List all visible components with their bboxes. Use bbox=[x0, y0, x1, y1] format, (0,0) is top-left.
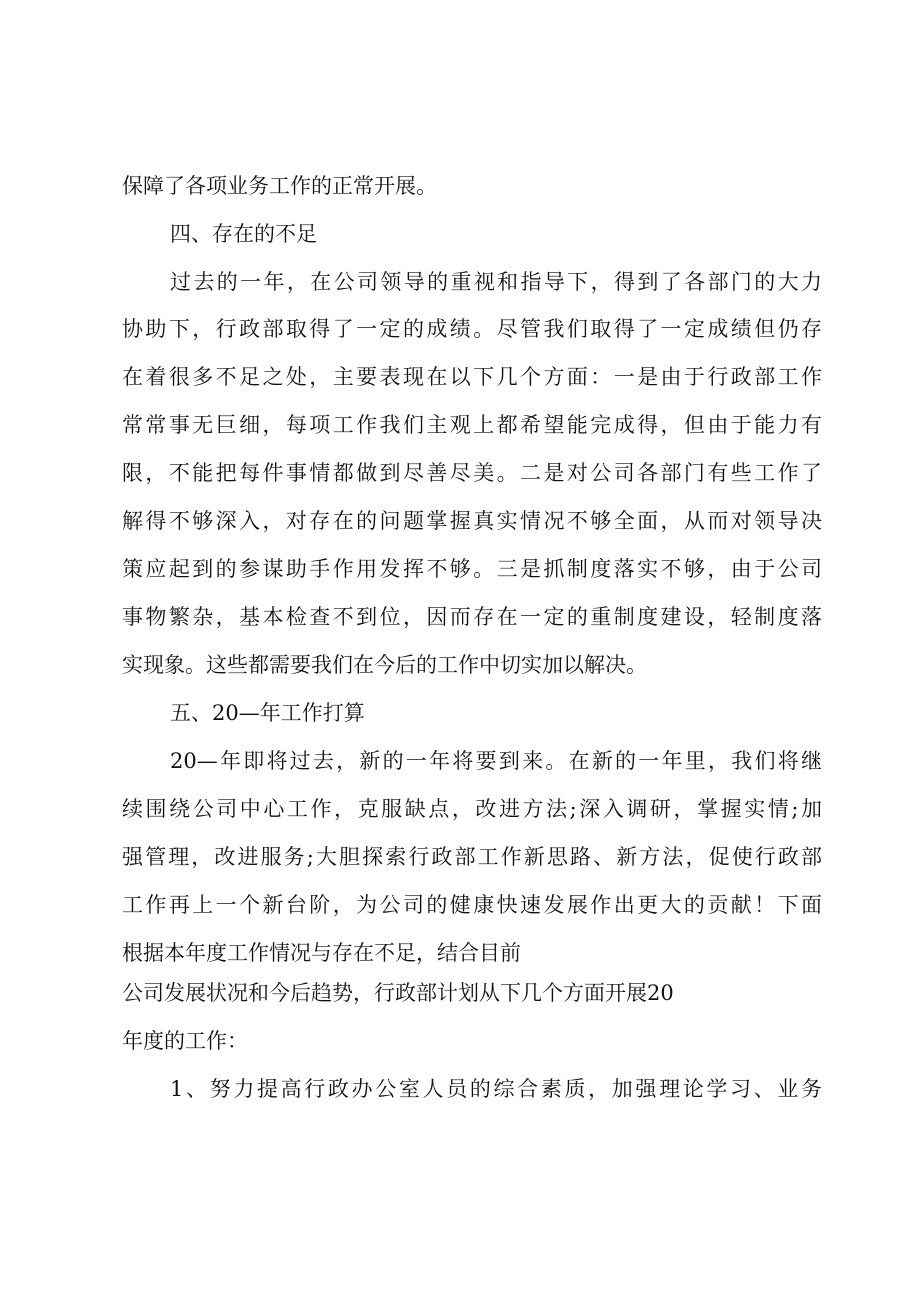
section-heading: 四、存在的不足 bbox=[170, 222, 317, 246]
body-line: 实现象。这些都需要我们在今后的工作中切实加以解决。 bbox=[122, 653, 647, 677]
list-item: 1、努力提高行政办公室人员的综合素质，加强理论学习、业务 bbox=[170, 1077, 822, 1101]
body-line: 协助下，行政部取得了一定的成绩。尽管我们取得了一定成绩但仍存 bbox=[122, 317, 822, 341]
body-line: 强管理，改进服务;大胆探索行政部工作新思路、新方法，促使行政部 bbox=[122, 845, 822, 869]
body-line: 20—年即将过去，新的一年将要到来。在新的一年里，我们将继 bbox=[170, 749, 822, 773]
body-line: 常常事无巨细，每项工作我们主观上都希望能完成得，但由于能力有 bbox=[122, 413, 822, 437]
body-line: 过去的一年，在公司领导的重视和指导下，得到了各部门的大力 bbox=[170, 270, 822, 294]
body-line: 限，不能把每件事情都做到尽善尽美。二是对公司各部门有些工作了 bbox=[122, 461, 822, 485]
body-line: 在着很多不足之处，主要表现在以下几个方面：一是由于行政部工作 bbox=[122, 365, 822, 389]
section-heading: 五、20—年工作打算 bbox=[170, 701, 365, 725]
body-line: 续围绕公司中心工作，克服缺点，改进方法;深入调研，掌握实情;加 bbox=[122, 797, 822, 821]
body-line: 保障了各项业务工作的正常开展。 bbox=[122, 174, 437, 198]
body-line: 策应起到的参谋助手作用发挥不够。三是抓制度落实不够，由于公司 bbox=[122, 557, 822, 581]
body-line: 年度的工作： bbox=[122, 1029, 248, 1053]
body-line: 公司发展状况和今后趋势，行政部计划从下几个方面开展20 bbox=[122, 981, 674, 1005]
body-line: 工作再上一个新台阶，为公司的健康快速发展作出更大的贡献！下面 bbox=[122, 893, 822, 917]
body-line: 事物繁杂，基本检查不到位，因而存在一定的重制度建设，轻制度落 bbox=[122, 605, 822, 629]
body-line: 解得不够深入，对存在的问题掌握真实情况不够全面，从而对领导决 bbox=[122, 509, 822, 533]
body-line: 根据本年度工作情况与存在不足，结合目前 bbox=[122, 941, 521, 965]
